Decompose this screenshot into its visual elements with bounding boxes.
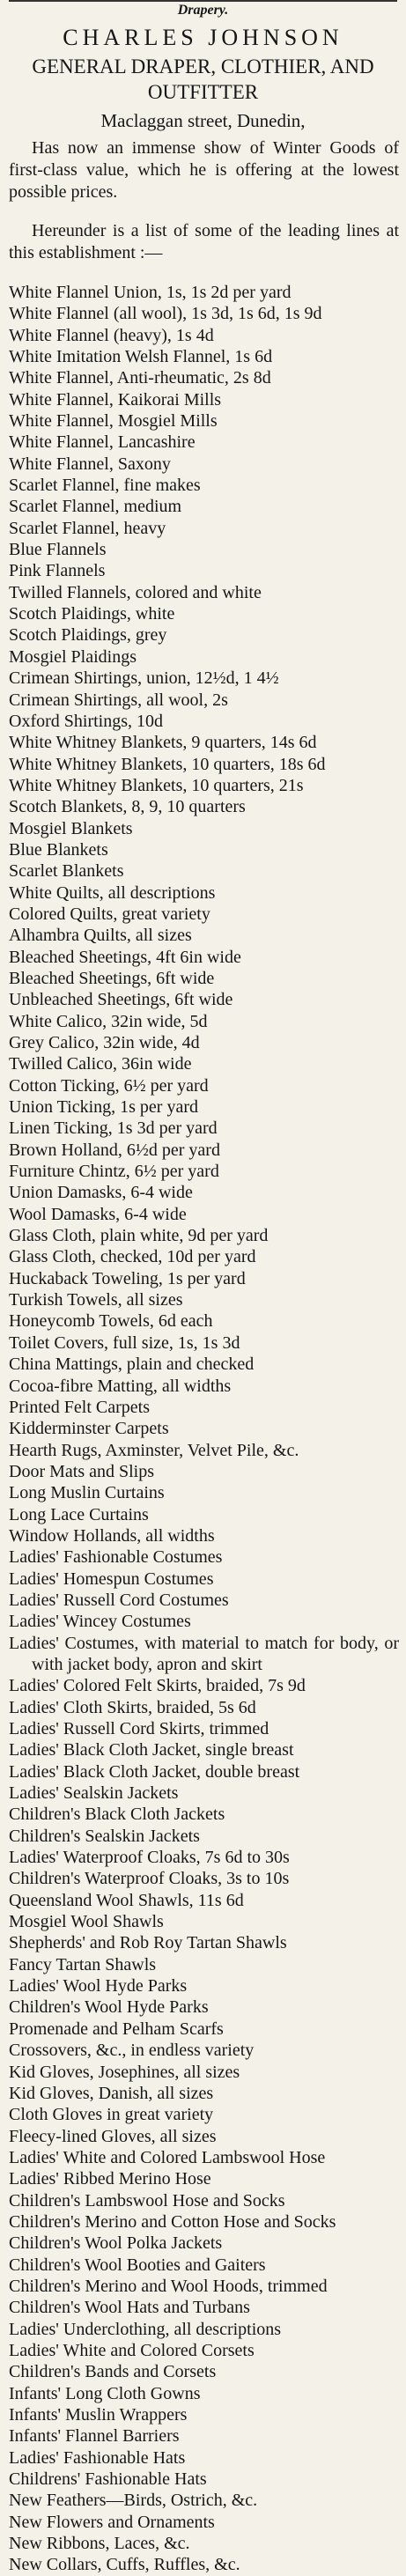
list-item: White Flannel, Mosgiel Mills	[9, 411, 218, 432]
list-item: White Quilts, all descriptions	[9, 882, 216, 903]
list-item: Fancy Tartan Shawls	[9, 1954, 157, 1974]
list-item: Hearth Rugs, Axminster, Velvet Pile, &c.	[9, 1440, 299, 1460]
list-item: Ladies' White and Colored Lambswool Hose	[9, 2147, 326, 2167]
list-item: Kidderminster Carpets	[9, 1419, 169, 1439]
list-item: Children's Bands and Corsets	[9, 2362, 217, 2382]
list-item: Crimean Shirtings, all wool, 2s	[9, 690, 228, 710]
list-item: Blue Flannels	[9, 540, 107, 560]
list-item: Children's Black Cloth Jackets	[9, 1805, 225, 1825]
list-heading: Hereunder is a list of some of the leading lines at this establishment :—	[9, 221, 399, 263]
list-item: Infants' Muslin Wrappers	[9, 2405, 188, 2425]
list-item: Pink Flannels	[9, 561, 106, 581]
list-item: Infants' Long Cloth Gowns	[9, 2383, 201, 2403]
list-item: White Flannel (all wool), 1s 3d, 1s 6d, 1s 9d	[9, 304, 322, 324]
list-item: New Feathers—Birds, Ostrich, &c.	[9, 2491, 258, 2511]
list-item: Infants' Flannel Barriers	[9, 2426, 180, 2447]
list-item: White Whitney Blankets, 9 quarters, 14s 6d	[9, 733, 317, 753]
list-item: Ladies' Russell Cord Costumes	[9, 1590, 229, 1610]
list-item: White Flannel, Anti-rheumatic, 2s 8d	[9, 368, 271, 388]
list-item: Honeycomb Towels, 6d each	[9, 1311, 213, 1332]
list-item: New Ribbons, Laces, &c.	[9, 2534, 190, 2554]
list-item: Cotton Ticking, 6½ per yard	[9, 1075, 209, 1096]
list-item: Union Ticking, 1s per yard	[9, 1097, 198, 1118]
list-item: Blue Blankets	[9, 839, 108, 860]
list-item: Ladies' Cloth Skirts, braided, 5s 6d	[9, 1697, 256, 1717]
list-item: Cocoa-fibre Matting, all widths	[9, 1376, 232, 1396]
list-item: Turkish Towels, all sizes	[9, 1290, 183, 1310]
list-item: Scotch Blankets, 8, 9, 10 quarters	[9, 797, 246, 817]
list-item: Crimean Shirtings, union, 12½d, 1 4½	[9, 668, 279, 689]
list-item: Toilet Covers, full size, 1s, 1s 3d	[9, 1332, 240, 1353]
list-item: Kid Gloves, Danish, all sizes	[9, 2083, 214, 2103]
list-item: Shepherds' and Rob Roy Tartan Shawls	[9, 1933, 287, 1953]
list-item: Window Hollands, all widths	[9, 1525, 215, 1546]
list-item: Glass Cloth, plain white, 9d per yard	[9, 1226, 269, 1246]
list-item: White Whitney Blankets, 10 quarters, 18s 6d	[9, 754, 326, 774]
list-item: Scarlet Flannel, fine makes	[9, 476, 201, 496]
business-description-line-1: GENERAL DRAPER, CLOTHIER, AND	[32, 55, 374, 78]
list-item: Children's Wool Polka Jackets	[9, 2233, 223, 2254]
list-item: Crossovers, &c., in endless variety	[9, 2041, 255, 2061]
list-item: Scotch Plaidings, white	[9, 604, 175, 624]
list-item: Bleached Sheetings, 4ft 6in wide	[9, 947, 241, 967]
list-item: Ladies' Wincey Costumes	[9, 1612, 191, 1632]
list-item: White Flannel, Lancashire	[9, 432, 196, 453]
list-item: White Imitation Welsh Flannel, 1s 6d	[9, 347, 273, 367]
list-item: Children's Sealskin Jackets	[9, 1826, 200, 1846]
list-item: Children's Wool Hats and Turbans	[9, 2298, 250, 2318]
list-item: Scarlet Blankets	[9, 861, 124, 882]
list-item: Ladies' Wool Hyde Parks	[9, 1976, 188, 1997]
list-item: White Flannel, Saxony	[9, 454, 171, 474]
list-item: Queensland Wool Shawls, 11s 6d	[9, 1890, 244, 1910]
list-item: White Flannel, Kaikorai Mills	[9, 389, 222, 410]
shop-address: Maclaggan street, Dunedin,	[100, 110, 306, 131]
list-item: Grey Calico, 32in wide, 4d	[9, 1033, 200, 1053]
list-item: Long Muslin Curtains	[9, 1483, 165, 1503]
list-item: Ladies' Sealskin Jackets	[9, 1783, 179, 1804]
list-item: Colored Quilts, great variety	[9, 904, 210, 924]
list-item: Alhambra Quilts, all sizes	[9, 926, 192, 946]
list-item: Brown Holland, 6½d per yard	[9, 1140, 220, 1160]
list-item: Promenade and Pelham Scarfs	[9, 2019, 224, 2039]
merchant-name: CHARLES JOHNSON	[63, 25, 343, 50]
list-item: Ladies' Fashionable Hats	[9, 2447, 186, 2468]
list-item: Ladies' Fashionable Costumes	[9, 1547, 223, 1568]
list-item: Ladies' Russell Cord Skirts, trimmed	[9, 1719, 269, 1739]
business-description-line-2: OUTFITTER	[147, 81, 259, 103]
intro-paragraph: Has now an immense show of Winter Goods of first-class value, which he is offering at the lowest possible prices.	[9, 138, 399, 202]
list-item: Bleached Sheetings, 6ft wide	[9, 968, 215, 988]
list-item: White Calico, 32in wide, 5d	[9, 1011, 208, 1031]
list-item: Mosgiel Blankets	[9, 818, 133, 838]
list-item: Furniture Chintz, 6½ per yard	[9, 1162, 219, 1182]
list-item: Ladies' White and Colored Corsets	[9, 2340, 255, 2360]
list-item: Mosgiel Plaidings	[9, 646, 137, 667]
list-item: Oxford Shirtings, 10d	[9, 711, 163, 731]
list-item: Ladies' Homespun Costumes	[9, 1568, 214, 1589]
list-item: Scarlet Flannel, medium	[9, 497, 182, 517]
list-item: Ladies' Waterproof Cloaks, 7s 6d to 30s	[9, 1848, 290, 1868]
list-item: Glass Cloth, checked, 10d per yard	[9, 1247, 256, 1267]
list-item: Wool Damasks, 6-4 wide	[9, 1204, 187, 1224]
list-item: White Whitney Blankets, 10 quarters, 21s	[9, 775, 304, 795]
list-item: Children's Wool Booties and Gaiters	[9, 2255, 266, 2275]
category-label: Drapery.	[177, 3, 229, 18]
list-item: Ladies' Black Cloth Jacket, double breast	[9, 1761, 300, 1782]
list-item: Ladies' Ribbed Merino Hose	[9, 2169, 211, 2189]
list-item: Union Damasks, 6-4 wide	[9, 1183, 193, 1203]
list-item: Twilled Calico, 36in wide	[9, 1054, 192, 1074]
list-item: Ladies' Black Cloth Jacket, single breast	[9, 1740, 294, 1760]
list-item: White Flannel (heavy), 1s 4d	[9, 325, 214, 345]
list-item: Childrens' Fashionable Hats	[9, 2469, 207, 2490]
goods-list	[0, 282, 406, 2576]
category-heading	[0, 0, 406, 20]
list-item: Scarlet Flannel, heavy	[9, 518, 166, 538]
top-rule	[9, 0, 397, 2]
list-item: New Flowers and Ornaments	[9, 2512, 215, 2532]
list-item: Scotch Plaidings, grey	[9, 625, 167, 646]
list-item: Ladies' Underclothing, all descriptions	[9, 2319, 282, 2339]
list-item: Children's Merino and Wool Hoods, trimmed	[9, 2276, 328, 2296]
list-item: Kid Gloves, Josephines, all sizes	[9, 2062, 240, 2082]
list-item: Fleecy-lined Gloves, all sizes	[9, 2126, 217, 2146]
list-item: Mosgiel Wool Shawls	[9, 1912, 164, 1932]
list-item: Children's Wool Hyde Parks	[9, 1997, 209, 2018]
list-item: Huckaback Toweling, 1s per yard	[9, 1268, 246, 1288]
list-item: Unbleached Sheetings, 6ft wide	[9, 990, 233, 1010]
list-item: Cloth Gloves in great variety	[9, 2105, 214, 2125]
list-item: Children's Lambswool Hose and Socks	[9, 2190, 285, 2211]
list-item: Ladies' Costumes, with material to match for body, or with jacket body, apron and skirt	[9, 1633, 399, 1674]
list-item: Children's Merino and Cotton Hose and Socks	[9, 2211, 336, 2232]
list-item: White Flannel Union, 1s, 1s 2d per yard	[9, 282, 292, 302]
list-item: New Collars, Cuffs, Ruffles, &c.	[9, 2555, 240, 2575]
list-item: Door Mats and Slips	[9, 1461, 154, 1481]
list-item: Ladies' Colored Felt Skirts, braided, 7s 9d	[9, 1676, 306, 1696]
list-item: Linen Ticking, 1s 3d per yard	[9, 1118, 218, 1139]
list-item: Children's Waterproof Cloaks, 3s to 10s	[9, 1869, 290, 1889]
list-item: Long Lace Curtains	[9, 1504, 149, 1524]
list-item: Twilled Flannels, colored and white	[9, 582, 262, 602]
list-item: China Mattings, plain and checked	[9, 1354, 255, 1375]
list-item: Printed Felt Carpets	[9, 1397, 150, 1417]
